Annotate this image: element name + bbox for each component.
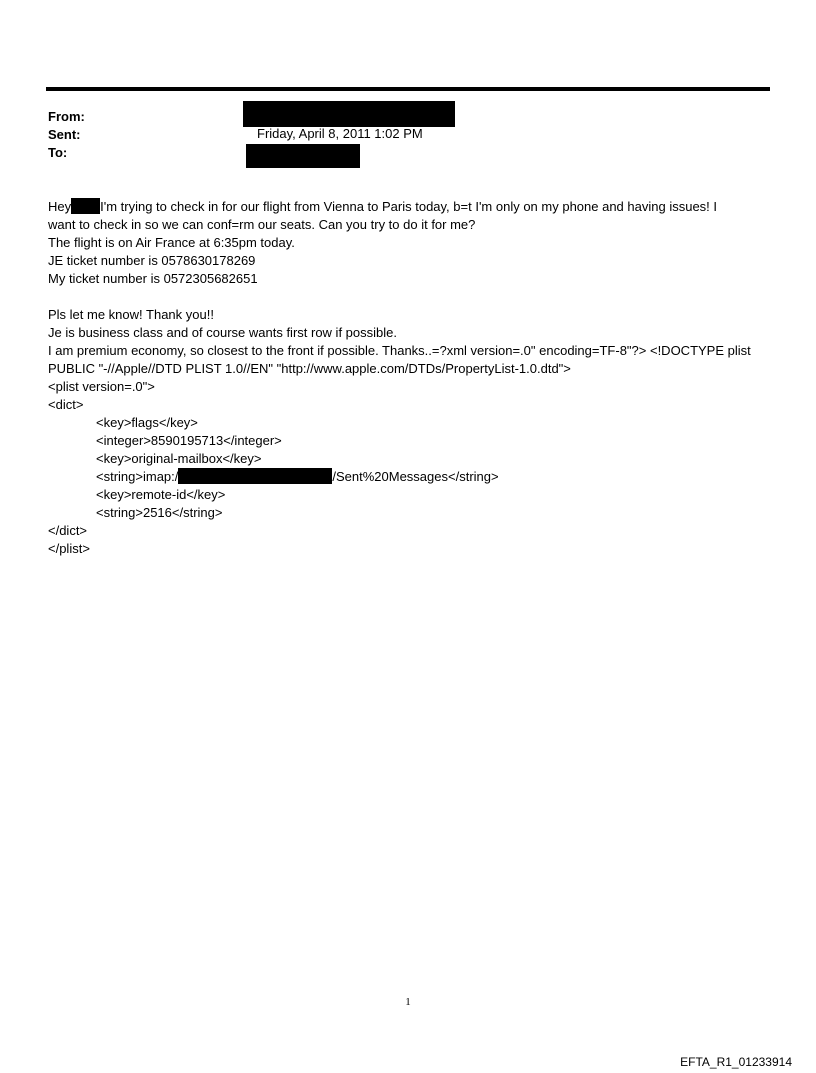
- sent-value: Friday, April 8, 2011 1:02 PM: [257, 126, 423, 141]
- greeting-rest: I'm trying to check in for our flight from Vienna to Paris today, b=t I'm only on my phone and having issues! I: [100, 199, 718, 214]
- body-line: want to check in so we can conf=rm our seats. Can you try to do it for me?: [48, 217, 476, 232]
- email-body: [48, 198, 778, 558]
- body-line: Pls let me know! Thank you!!: [48, 307, 214, 322]
- body-line: The flight is on Air France at 6:35pm today.: [48, 235, 295, 250]
- body-line: <key>remote-id</key>: [96, 487, 226, 502]
- body-line: <string>2516</string>: [96, 505, 223, 520]
- name-redaction: [71, 198, 100, 214]
- to-redaction: [246, 144, 360, 168]
- body-line: <dict>: [48, 397, 84, 412]
- body-line: Je is business class and of course wants first row if possible.: [48, 325, 397, 340]
- greeting-text: Hey: [48, 199, 72, 214]
- body-line: [48, 468, 778, 486]
- body-line: [48, 198, 778, 216]
- mailbox-redaction: [178, 468, 332, 484]
- to-label: To:: [48, 145, 68, 160]
- body-line: <plist version=.0">: [48, 379, 155, 394]
- body-line: <integer>8590195713</integer>: [96, 433, 282, 448]
- from-label: From:: [48, 109, 85, 124]
- header-divider: [46, 87, 770, 91]
- body-line: </plist>: [48, 541, 90, 556]
- body-line: I am premium economy, so closest to the front if possible. Thanks..=?xml version=.0" encoding=TF-8"?> <!DOCTYPE plist: [48, 343, 751, 358]
- paragraph-gap: [48, 288, 778, 306]
- body-line: My ticket number is 0572305682651: [48, 271, 258, 286]
- page-number: 1: [405, 996, 411, 1008]
- body-line: </dict>: [48, 523, 88, 538]
- body-line: PUBLIC "-//Apple//DTD PLIST 1.0//EN" "http://www.apple.com/DTDs/PropertyList-1.0.dtd">: [48, 361, 571, 376]
- sent-label: Sent:: [48, 127, 81, 142]
- body-line: <key>original-mailbox</key>: [96, 451, 262, 466]
- imap-suffix: /Sent%20Messages</string>: [332, 469, 499, 484]
- from-redaction: [243, 101, 455, 127]
- body-line: <key>flags</key>: [96, 415, 198, 430]
- document-id: EFTA_R1_01233914: [680, 1055, 792, 1069]
- body-line: JE ticket number is 0578630178269: [48, 253, 256, 268]
- imap-prefix: <string>imap:/: [96, 469, 179, 484]
